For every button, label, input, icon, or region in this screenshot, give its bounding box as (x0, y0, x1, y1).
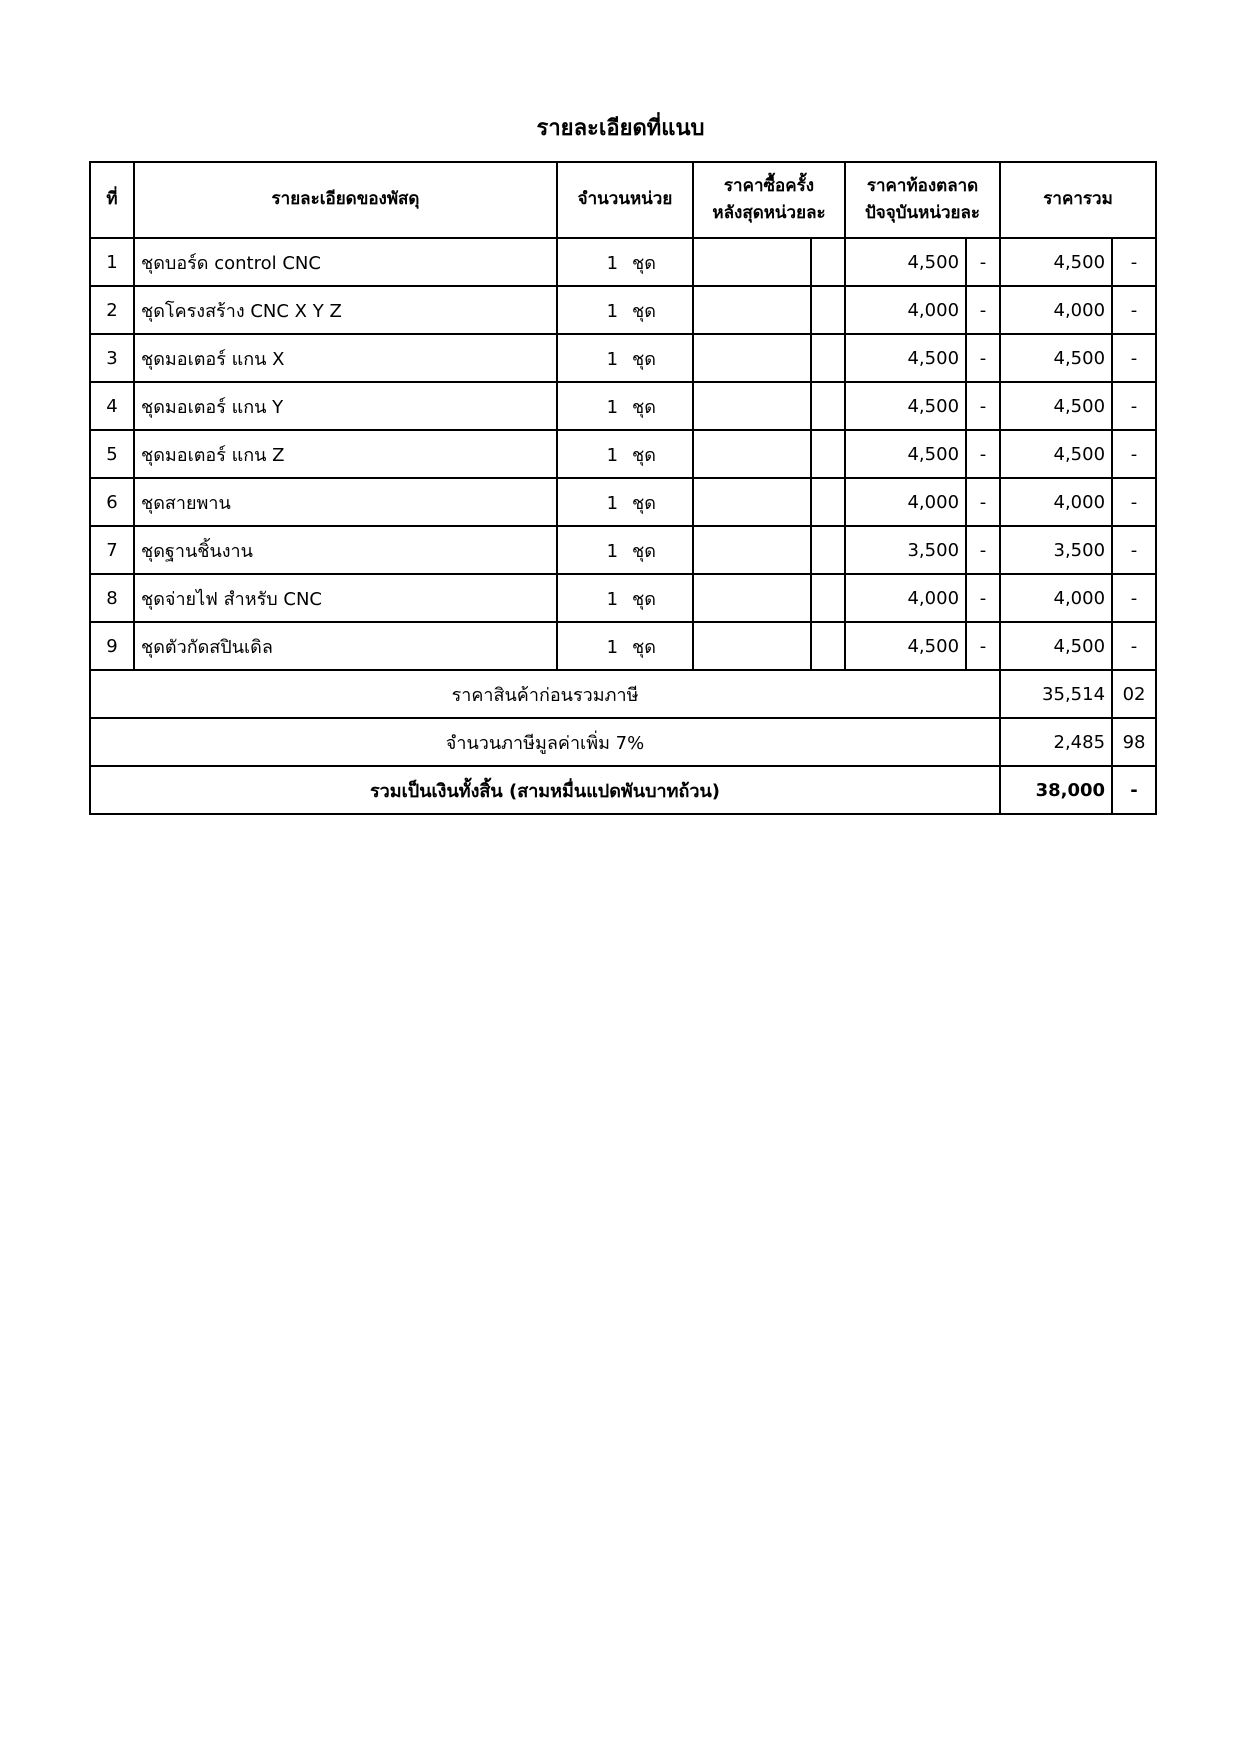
item-market-price: 4,500 (845, 334, 966, 382)
item-total: 4,500 (1000, 238, 1112, 286)
grand-total-row (90, 766, 1156, 814)
header-last-price (693, 162, 845, 238)
item-qty-unit: ชุด (632, 444, 656, 466)
item-quantity (557, 286, 693, 334)
item-description: ชุดจ่ายไฟ สำหรับ CNC (134, 574, 557, 622)
table-row (90, 238, 1156, 286)
item-market-price: 3,500 (845, 526, 966, 574)
item-last-price-decimal (811, 622, 845, 670)
item-qty-value: 1 (606, 396, 619, 418)
item-total: 4,000 (1000, 286, 1112, 334)
item-market-price-decimal: - (966, 526, 1000, 574)
item-total: 4,500 (1000, 430, 1112, 478)
item-no: 6 (90, 478, 134, 526)
item-total: 4,000 (1000, 574, 1112, 622)
item-quantity (557, 478, 693, 526)
item-qty-value: 1 (606, 444, 619, 466)
item-last-price (693, 334, 811, 382)
item-quantity (557, 238, 693, 286)
item-qty-value: 1 (606, 252, 619, 274)
item-total: 4,500 (1000, 334, 1112, 382)
item-market-price-decimal: - (966, 334, 1000, 382)
items-table (89, 161, 1157, 815)
item-total: 4,000 (1000, 478, 1112, 526)
item-total-decimal: - (1112, 622, 1156, 670)
item-qty-unit: ชุด (632, 636, 656, 658)
item-quantity (557, 574, 693, 622)
item-description: ชุดฐานชิ้นงาน (134, 526, 557, 574)
header-market-price-line2: ปัจจุบันหน่วยละ (865, 203, 981, 223)
item-last-price-decimal (811, 334, 845, 382)
item-no: 3 (90, 334, 134, 382)
item-qty-unit: ชุด (632, 348, 656, 370)
item-total: 3,500 (1000, 526, 1112, 574)
item-last-price-decimal (811, 526, 845, 574)
item-market-price: 4,500 (845, 430, 966, 478)
item-market-price: 4,500 (845, 238, 966, 286)
vat-decimal: 98 (1112, 718, 1156, 766)
item-last-price-decimal (811, 574, 845, 622)
item-total-decimal: - (1112, 478, 1156, 526)
item-market-price: 4,000 (845, 286, 966, 334)
header-market-price-line1: ราคาท้องตลาด (866, 175, 979, 196)
item-total-decimal: - (1112, 574, 1156, 622)
table-row (90, 574, 1156, 622)
item-total: 4,500 (1000, 382, 1112, 430)
header-last-price-line2: หลังสุดหน่วยละ (712, 203, 826, 223)
item-qty-value: 1 (606, 348, 619, 370)
item-market-price: 4,000 (845, 574, 966, 622)
item-quantity (557, 430, 693, 478)
item-quantity (557, 622, 693, 670)
vat-label: จำนวนภาษีมูลค่าเพิ่ม 7% (90, 718, 1000, 766)
item-total-decimal: - (1112, 430, 1156, 478)
header-total: ราคารวม (1000, 162, 1156, 238)
table-row (90, 334, 1156, 382)
grand-total-label: รวมเป็นเงินทั้งสิ้น (สามหมื่นแปดพันบาทถ้วน) (90, 766, 1000, 814)
item-qty-value: 1 (606, 300, 619, 322)
table-row (90, 622, 1156, 670)
table-row (90, 526, 1156, 574)
vat-row (90, 718, 1156, 766)
table-row (90, 286, 1156, 334)
item-no: 5 (90, 430, 134, 478)
subtotal-decimal: 02 (1112, 670, 1156, 718)
grand-total-decimal: - (1112, 766, 1156, 814)
item-qty-unit: ชุด (632, 540, 656, 562)
item-last-price (693, 526, 811, 574)
item-market-price-decimal: - (966, 286, 1000, 334)
item-last-price (693, 286, 811, 334)
subtotal-row (90, 670, 1156, 718)
header-quantity: จำนวนหน่วย (557, 162, 693, 238)
item-no: 9 (90, 622, 134, 670)
item-no: 2 (90, 286, 134, 334)
item-market-price: 4,500 (845, 622, 966, 670)
item-description: ชุดมอเตอร์ แกน X (134, 334, 557, 382)
item-last-price-decimal (811, 286, 845, 334)
header-row (90, 162, 1156, 238)
table-row (90, 478, 1156, 526)
header-market-price (845, 162, 1000, 238)
item-last-price (693, 622, 811, 670)
item-last-price-decimal (811, 238, 845, 286)
item-qty-value: 1 (606, 588, 619, 610)
item-last-price (693, 574, 811, 622)
item-description: ชุดมอเตอร์ แกน Z (134, 430, 557, 478)
item-last-price-decimal (811, 430, 845, 478)
item-last-price (693, 382, 811, 430)
item-no: 8 (90, 574, 134, 622)
item-rows (90, 238, 1156, 814)
document-title: รายละเอียดที่แนบ (536, 116, 705, 141)
item-qty-unit: ชุด (632, 300, 656, 322)
item-description: ชุดสายพาน (134, 478, 557, 526)
item-market-price-decimal: - (966, 478, 1000, 526)
item-quantity (557, 382, 693, 430)
item-last-price (693, 238, 811, 286)
item-market-price-decimal: - (966, 238, 1000, 286)
subtotal-value: 35,514 (1000, 670, 1112, 718)
item-quantity (557, 334, 693, 382)
table-row (90, 430, 1156, 478)
table-row (90, 382, 1156, 430)
item-qty-value: 1 (606, 540, 619, 562)
header-description: รายละเอียดของพัสดุ (134, 162, 557, 238)
subtotal-label: ราคาสินค้าก่อนรวมภาษี (90, 670, 1000, 718)
header-last-price-line1: ราคาซื้อครั้ง (723, 175, 815, 196)
item-qty-unit: ชุด (632, 588, 656, 610)
header-no: ที่ (90, 162, 134, 238)
item-description: ชุดมอเตอร์ แกน Y (134, 382, 557, 430)
item-market-price-decimal: - (966, 622, 1000, 670)
item-last-price-decimal (811, 478, 845, 526)
item-total-decimal: - (1112, 334, 1156, 382)
item-total-decimal: - (1112, 382, 1156, 430)
item-last-price (693, 478, 811, 526)
item-qty-value: 1 (606, 636, 619, 658)
vat-value: 2,485 (1000, 718, 1112, 766)
item-market-price-decimal: - (966, 430, 1000, 478)
item-no: 4 (90, 382, 134, 430)
item-market-price: 4,000 (845, 478, 966, 526)
item-last-price (693, 430, 811, 478)
item-market-price-decimal: - (966, 382, 1000, 430)
item-last-price-decimal (811, 382, 845, 430)
item-qty-value: 1 (606, 492, 619, 514)
item-no: 7 (90, 526, 134, 574)
item-quantity (557, 526, 693, 574)
item-description: ชุดบอร์ด control CNC (134, 238, 557, 286)
item-total-decimal: - (1112, 238, 1156, 286)
item-market-price-decimal: - (966, 574, 1000, 622)
grand-total-value: 38,000 (1000, 766, 1112, 814)
item-qty-unit: ชุด (632, 492, 656, 514)
item-description: ชุดตัวกัดสปินเดิล (134, 622, 557, 670)
item-total-decimal: - (1112, 286, 1156, 334)
item-total-decimal: - (1112, 526, 1156, 574)
item-description: ชุดโครงสร้าง CNC X Y Z (134, 286, 557, 334)
item-no: 1 (90, 238, 134, 286)
item-total: 4,500 (1000, 622, 1112, 670)
item-qty-unit: ชุด (632, 396, 656, 418)
item-market-price: 4,500 (845, 382, 966, 430)
item-qty-unit: ชุด (632, 252, 656, 274)
